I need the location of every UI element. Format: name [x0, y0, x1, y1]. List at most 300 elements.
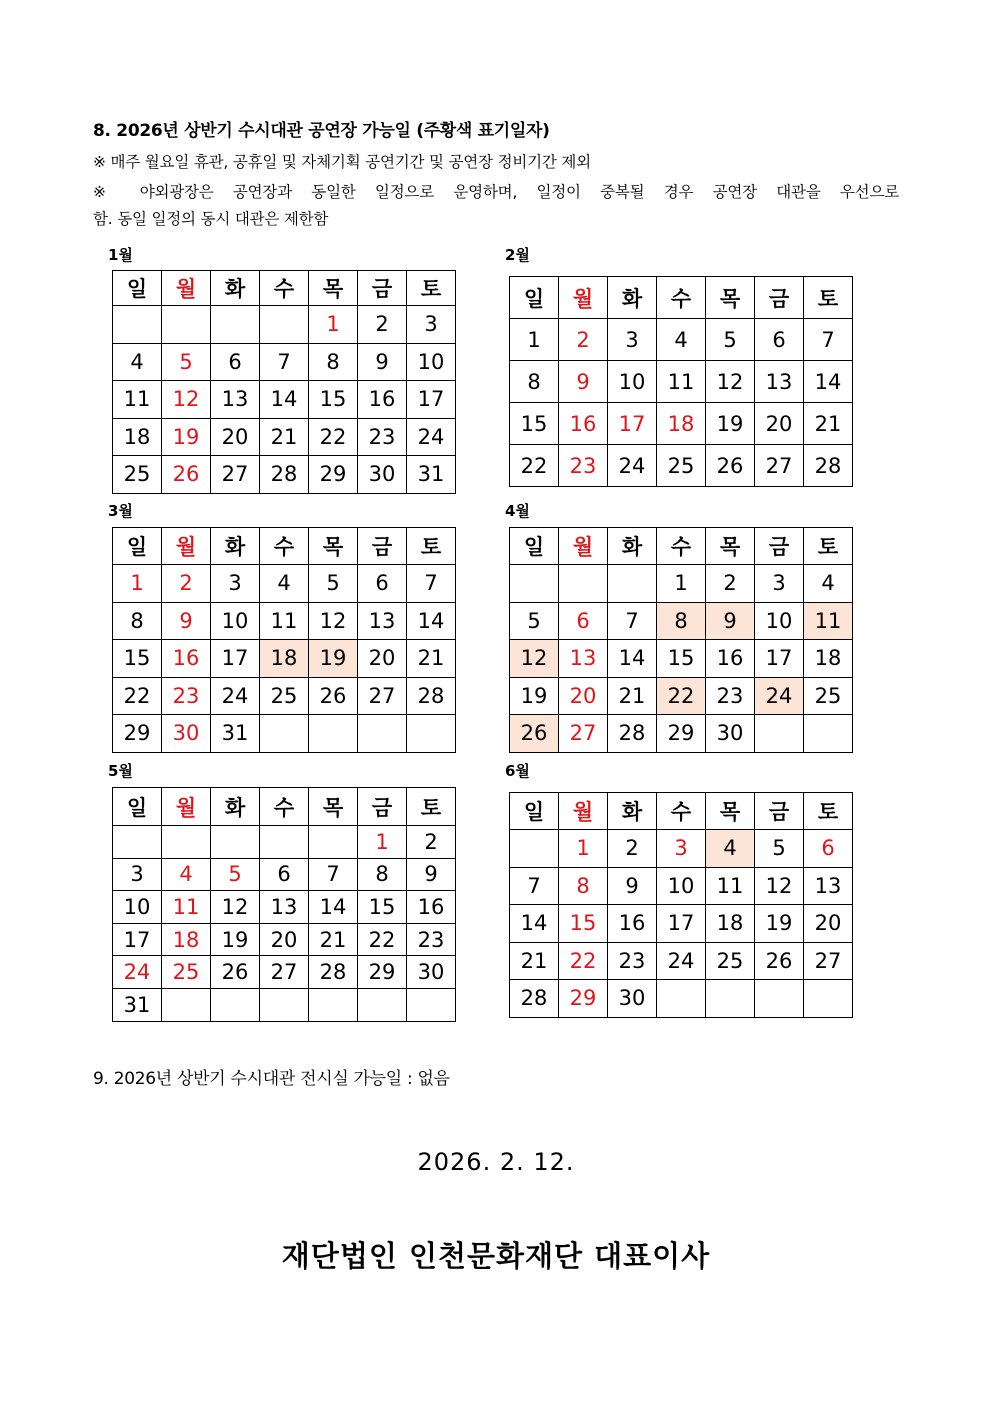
calendar-day: 3 [211, 565, 260, 603]
calendar-day: 17 [211, 640, 260, 678]
weekday-header: 목 [706, 528, 755, 565]
calendar-day: 28 [260, 456, 309, 494]
calendar-week-row [113, 456, 456, 494]
calendar-day: 5 [211, 858, 260, 891]
calendar-week-row [113, 923, 456, 956]
calendar-day: 24 [608, 445, 657, 487]
calendar-day: 1 [113, 565, 162, 603]
calendar-day: 20 [804, 905, 853, 943]
calendar-day: 23 [559, 445, 608, 487]
calendar-week-row [510, 640, 853, 678]
weekday-header: 월 [559, 793, 608, 830]
calendar-empty-cell [559, 565, 608, 603]
calendar-day: 25 [113, 456, 162, 494]
calendar-day: 21 [260, 418, 309, 456]
month-label-may: 5월 [108, 762, 133, 780]
calendar-day: 15 [657, 640, 706, 678]
calendar-jun [509, 792, 853, 1018]
calendar-day: 20 [260, 923, 309, 956]
calendar-day: 27 [755, 445, 804, 487]
calendar-day: 19 [706, 403, 755, 445]
calendar-week-row [510, 830, 853, 868]
calendar-day: 18 [260, 640, 309, 678]
calendar-day: 15 [510, 403, 559, 445]
calendar-day: 6 [358, 565, 407, 603]
calendar-day: 3 [755, 565, 804, 603]
calendar-week-row [510, 980, 853, 1018]
weekday-header: 수 [657, 277, 706, 319]
calendar-day: 18 [162, 923, 211, 956]
calendar-day: 13 [211, 381, 260, 419]
calendar-day: 5 [755, 830, 804, 868]
calendar-day: 30 [162, 715, 211, 753]
calendar-week-row [113, 602, 456, 640]
weekday-header: 화 [608, 528, 657, 565]
section-8-title: 8. 2026년 상반기 수시대관 공연장 가능일 (주황색 표기일자) [93, 121, 550, 141]
calendar-week-row [113, 640, 456, 678]
calendar-day: 31 [407, 456, 456, 494]
calendar-empty-cell [657, 980, 706, 1018]
signer-name: 재단법인 인천문화재단 대표이사 [281, 1239, 711, 1273]
weekday-header: 일 [113, 528, 162, 565]
calendar-day: 8 [309, 343, 358, 381]
calendar-day: 23 [608, 942, 657, 980]
calendar-day: 2 [706, 565, 755, 603]
calendar-empty-cell [162, 306, 211, 344]
calendar-day: 21 [309, 923, 358, 956]
calendar-day: 17 [407, 381, 456, 419]
calendar-day: 3 [608, 319, 657, 361]
calendar-day: 14 [608, 640, 657, 678]
calendar-day: 12 [510, 640, 559, 678]
calendar-week-row [113, 565, 456, 603]
calendar-week-row [113, 826, 456, 859]
calendar-day: 6 [559, 602, 608, 640]
calendar-day: 9 [358, 343, 407, 381]
calendar-day: 14 [510, 905, 559, 943]
calendar-day: 20 [211, 418, 260, 456]
calendar-day: 10 [657, 867, 706, 905]
note-outdoor-plaza-cont: 함. 동일 일정의 동시 대관은 제한함 [93, 210, 329, 228]
calendar-day: 22 [559, 942, 608, 980]
calendar-day: 16 [162, 640, 211, 678]
calendar-empty-cell [260, 306, 309, 344]
calendar-day: 8 [559, 867, 608, 905]
calendar-day: 7 [407, 565, 456, 603]
calendar-day: 9 [608, 867, 657, 905]
calendar-empty-cell [260, 715, 309, 753]
calendar-empty-cell [510, 830, 559, 868]
calendar-day: 30 [407, 956, 456, 989]
calendar-empty-cell [706, 980, 755, 1018]
calendar-day: 11 [162, 891, 211, 924]
calendar-week-row [113, 381, 456, 419]
weekday-header: 화 [211, 528, 260, 565]
calendar-day: 26 [162, 456, 211, 494]
weekday-header: 일 [510, 277, 559, 319]
calendar-empty-cell [113, 306, 162, 344]
calendar-day: 8 [657, 602, 706, 640]
calendar-day: 28 [510, 980, 559, 1018]
calendar-day: 14 [804, 361, 853, 403]
calendar-empty-cell [211, 826, 260, 859]
calendar-day: 10 [755, 602, 804, 640]
calendar-day: 7 [309, 858, 358, 891]
calendar-day: 7 [804, 319, 853, 361]
calendar-day: 17 [113, 923, 162, 956]
calendar-day: 31 [113, 988, 162, 1021]
calendar-day: 21 [608, 677, 657, 715]
calendar-week-row [510, 942, 853, 980]
calendar-day: 13 [559, 640, 608, 678]
calendar-day: 12 [755, 867, 804, 905]
calendar-day: 2 [162, 565, 211, 603]
calendar-day: 4 [706, 830, 755, 868]
weekday-header: 금 [358, 528, 407, 565]
calendar-day: 29 [309, 456, 358, 494]
weekday-header: 월 [559, 277, 608, 319]
calendar-day: 27 [804, 942, 853, 980]
calendar-day: 25 [804, 677, 853, 715]
calendar-apr [509, 527, 853, 753]
calendar-day: 10 [113, 891, 162, 924]
calendar-day: 21 [804, 403, 853, 445]
weekday-header: 수 [657, 793, 706, 830]
calendar-day: 17 [755, 640, 804, 678]
calendar-empty-cell [358, 988, 407, 1021]
calendar-day: 2 [407, 826, 456, 859]
calendar-day: 26 [755, 942, 804, 980]
calendar-day: 29 [113, 715, 162, 753]
calendar-day: 27 [358, 677, 407, 715]
calendar-week-row [510, 867, 853, 905]
weekday-header-row [510, 277, 853, 319]
calendar-feb [509, 276, 853, 487]
calendar-day: 9 [559, 361, 608, 403]
calendar-jan [112, 270, 456, 494]
weekday-header: 목 [706, 277, 755, 319]
calendar-empty-cell [211, 988, 260, 1021]
calendar-day: 7 [608, 602, 657, 640]
weekday-header-row [113, 528, 456, 565]
calendar-day: 20 [358, 640, 407, 678]
calendar-day: 17 [608, 403, 657, 445]
calendar-day: 25 [657, 445, 706, 487]
weekday-header: 일 [113, 271, 162, 306]
calendar-day: 26 [510, 715, 559, 753]
calendar-day: 29 [358, 956, 407, 989]
calendar-day: 8 [510, 361, 559, 403]
calendar-empty-cell [309, 715, 358, 753]
calendar-day: 1 [358, 826, 407, 859]
calendar-week-row [510, 565, 853, 603]
document-date: 2026. 2. 12. [417, 1148, 575, 1176]
calendar-day: 18 [804, 640, 853, 678]
weekday-header: 수 [260, 271, 309, 306]
calendar-day: 2 [559, 319, 608, 361]
weekday-header: 수 [260, 788, 309, 826]
weekday-header-row [113, 788, 456, 826]
calendar-day: 19 [510, 677, 559, 715]
calendar-day: 15 [113, 640, 162, 678]
calendar-day: 16 [608, 905, 657, 943]
calendar-day: 2 [358, 306, 407, 344]
calendar-day: 11 [804, 602, 853, 640]
calendar-day: 26 [706, 445, 755, 487]
calendar-day: 14 [309, 891, 358, 924]
calendar-day: 24 [211, 677, 260, 715]
calendar-day: 29 [559, 980, 608, 1018]
calendar-empty-cell [113, 826, 162, 859]
calendar-day: 1 [510, 319, 559, 361]
weekday-header: 화 [608, 793, 657, 830]
calendar-day: 13 [755, 361, 804, 403]
calendar-day: 30 [608, 980, 657, 1018]
month-label-feb: 2월 [505, 246, 530, 264]
weekday-header: 목 [309, 528, 358, 565]
weekday-header: 수 [657, 528, 706, 565]
calendar-empty-cell [309, 988, 358, 1021]
calendar-day: 9 [706, 602, 755, 640]
calendar-day: 31 [211, 715, 260, 753]
calendar-day: 30 [358, 456, 407, 494]
calendar-day: 4 [260, 565, 309, 603]
calendar-day: 27 [260, 956, 309, 989]
weekday-header: 화 [211, 788, 260, 826]
calendar-week-row [113, 988, 456, 1021]
weekday-header: 금 [755, 528, 804, 565]
calendar-day: 28 [309, 956, 358, 989]
calendar-day: 18 [113, 418, 162, 456]
weekday-header: 월 [162, 528, 211, 565]
weekday-header: 토 [407, 528, 456, 565]
calendar-day: 16 [706, 640, 755, 678]
calendar-week-row [113, 715, 456, 753]
calendar-week-row [113, 858, 456, 891]
calendar-day: 1 [657, 565, 706, 603]
calendar-day: 23 [407, 923, 456, 956]
calendar-day: 22 [657, 677, 706, 715]
calendar-empty-cell [804, 715, 853, 753]
calendar-day: 6 [804, 830, 853, 868]
calendar-day: 26 [309, 677, 358, 715]
month-label-apr: 4월 [505, 502, 530, 520]
calendar-day: 12 [309, 602, 358, 640]
calendar-day: 16 [407, 891, 456, 924]
weekday-header: 일 [510, 528, 559, 565]
calendar-empty-cell [510, 565, 559, 603]
calendar-day: 21 [510, 942, 559, 980]
weekday-header: 화 [608, 277, 657, 319]
calendar-week-row [113, 891, 456, 924]
calendar-empty-cell [804, 980, 853, 1018]
calendar-week-row [113, 343, 456, 381]
calendar-day: 25 [706, 942, 755, 980]
calendar-day: 4 [113, 343, 162, 381]
weekday-header: 목 [309, 788, 358, 826]
calendar-day: 6 [755, 319, 804, 361]
section-9-exhibition: 9. 2026년 상반기 수시대관 전시실 가능일 : 없음 [93, 1069, 450, 1089]
weekday-header: 목 [309, 271, 358, 306]
calendar-day: 18 [706, 905, 755, 943]
calendar-empty-cell [358, 715, 407, 753]
weekday-header: 금 [358, 788, 407, 826]
calendar-week-row [510, 445, 853, 487]
calendar-day: 23 [706, 677, 755, 715]
calendar-day: 16 [358, 381, 407, 419]
calendar-day: 22 [113, 677, 162, 715]
calendar-empty-cell [407, 988, 456, 1021]
calendar-day: 28 [804, 445, 853, 487]
calendar-empty-cell [162, 988, 211, 1021]
calendar-day: 5 [510, 602, 559, 640]
calendar-mar [112, 527, 456, 753]
calendar-day: 19 [309, 640, 358, 678]
calendar-day: 5 [162, 343, 211, 381]
calendar-day: 5 [309, 565, 358, 603]
weekday-header: 월 [559, 528, 608, 565]
month-label-mar: 3월 [108, 502, 133, 520]
calendar-day: 9 [162, 602, 211, 640]
calendar-day: 22 [358, 923, 407, 956]
calendar-day: 26 [211, 956, 260, 989]
calendar-day: 24 [113, 956, 162, 989]
calendar-day: 10 [211, 602, 260, 640]
weekday-header: 금 [358, 271, 407, 306]
calendar-empty-cell [260, 826, 309, 859]
calendar-day: 6 [260, 858, 309, 891]
calendar-day: 25 [162, 956, 211, 989]
weekday-header: 토 [804, 528, 853, 565]
calendar-day: 3 [657, 830, 706, 868]
calendar-empty-cell [162, 826, 211, 859]
calendar-day: 22 [510, 445, 559, 487]
calendar-day: 12 [162, 381, 211, 419]
weekday-header: 토 [804, 277, 853, 319]
calendar-day: 15 [309, 381, 358, 419]
calendar-day: 19 [162, 418, 211, 456]
calendar-empty-cell [407, 715, 456, 753]
calendar-week-row [113, 418, 456, 456]
weekday-header-row [510, 793, 853, 830]
calendar-day: 21 [407, 640, 456, 678]
calendar-day: 30 [706, 715, 755, 753]
calendar-day: 3 [113, 858, 162, 891]
calendar-day: 15 [358, 891, 407, 924]
calendar-day: 9 [407, 858, 456, 891]
weekday-header: 일 [113, 788, 162, 826]
calendar-day: 19 [755, 905, 804, 943]
calendar-empty-cell [755, 715, 804, 753]
calendar-day: 20 [755, 403, 804, 445]
weekday-header: 월 [162, 271, 211, 306]
note-outdoor-plaza: ※ 야외광장은 공연장과 동일한 일정으로 운영하며, 일정이 중복될 경우 공연장 대관을 우선으로 [93, 183, 899, 201]
calendar-day: 3 [407, 306, 456, 344]
calendar-week-row [510, 715, 853, 753]
calendar-day: 16 [559, 403, 608, 445]
calendar-day: 24 [407, 418, 456, 456]
calendar-day: 13 [358, 602, 407, 640]
calendar-day: 8 [358, 858, 407, 891]
weekday-header: 일 [510, 793, 559, 830]
calendar-day: 10 [608, 361, 657, 403]
calendar-day: 11 [706, 867, 755, 905]
calendar-day: 5 [706, 319, 755, 361]
calendar-day: 12 [706, 361, 755, 403]
weekday-header-row [510, 528, 853, 565]
calendar-week-row [113, 956, 456, 989]
calendar-may [112, 787, 456, 1022]
calendar-day: 27 [211, 456, 260, 494]
calendar-day: 10 [407, 343, 456, 381]
calendar-day: 19 [211, 923, 260, 956]
calendar-week-row [113, 677, 456, 715]
calendar-day: 15 [559, 905, 608, 943]
calendar-day: 29 [657, 715, 706, 753]
calendar-day: 2 [608, 830, 657, 868]
weekday-header: 화 [211, 271, 260, 306]
calendar-day: 18 [657, 403, 706, 445]
weekday-header: 금 [755, 793, 804, 830]
weekday-header: 목 [706, 793, 755, 830]
calendar-day: 14 [407, 602, 456, 640]
calendar-day: 7 [510, 867, 559, 905]
calendar-day: 12 [211, 891, 260, 924]
weekday-header: 금 [755, 277, 804, 319]
calendar-day: 14 [260, 381, 309, 419]
calendar-week-row [510, 403, 853, 445]
calendar-week-row [510, 905, 853, 943]
calendar-day: 7 [260, 343, 309, 381]
calendar-day: 23 [358, 418, 407, 456]
note-monday-closure: ※ 매주 월요일 휴관, 공휴일 및 자체기획 공연기간 및 공연장 정비기간 제외 [93, 153, 591, 171]
weekday-header-row [113, 271, 456, 306]
month-label-jun: 6월 [505, 762, 530, 780]
calendar-day: 17 [657, 905, 706, 943]
calendar-empty-cell [260, 988, 309, 1021]
calendar-day: 22 [309, 418, 358, 456]
calendar-day: 13 [804, 867, 853, 905]
calendar-week-row [510, 677, 853, 715]
calendar-day: 1 [559, 830, 608, 868]
calendar-day: 4 [804, 565, 853, 603]
calendar-day: 6 [211, 343, 260, 381]
calendar-day: 28 [608, 715, 657, 753]
calendar-empty-cell [608, 565, 657, 603]
calendar-day: 24 [755, 677, 804, 715]
calendar-day: 24 [657, 942, 706, 980]
calendar-week-row [510, 361, 853, 403]
calendar-week-row [510, 602, 853, 640]
calendar-day: 1 [309, 306, 358, 344]
calendar-day: 23 [162, 677, 211, 715]
month-label-jan: 1월 [108, 246, 133, 264]
calendar-empty-cell [755, 980, 804, 1018]
calendar-week-row [510, 319, 853, 361]
weekday-header: 토 [804, 793, 853, 830]
calendar-week-row [113, 306, 456, 344]
calendar-day: 4 [162, 858, 211, 891]
calendar-day: 20 [559, 677, 608, 715]
weekday-header: 월 [162, 788, 211, 826]
calendar-day: 25 [260, 677, 309, 715]
weekday-header: 토 [407, 271, 456, 306]
weekday-header: 토 [407, 788, 456, 826]
calendar-day: 11 [260, 602, 309, 640]
calendar-day: 27 [559, 715, 608, 753]
calendar-day: 28 [407, 677, 456, 715]
calendar-day: 11 [657, 361, 706, 403]
